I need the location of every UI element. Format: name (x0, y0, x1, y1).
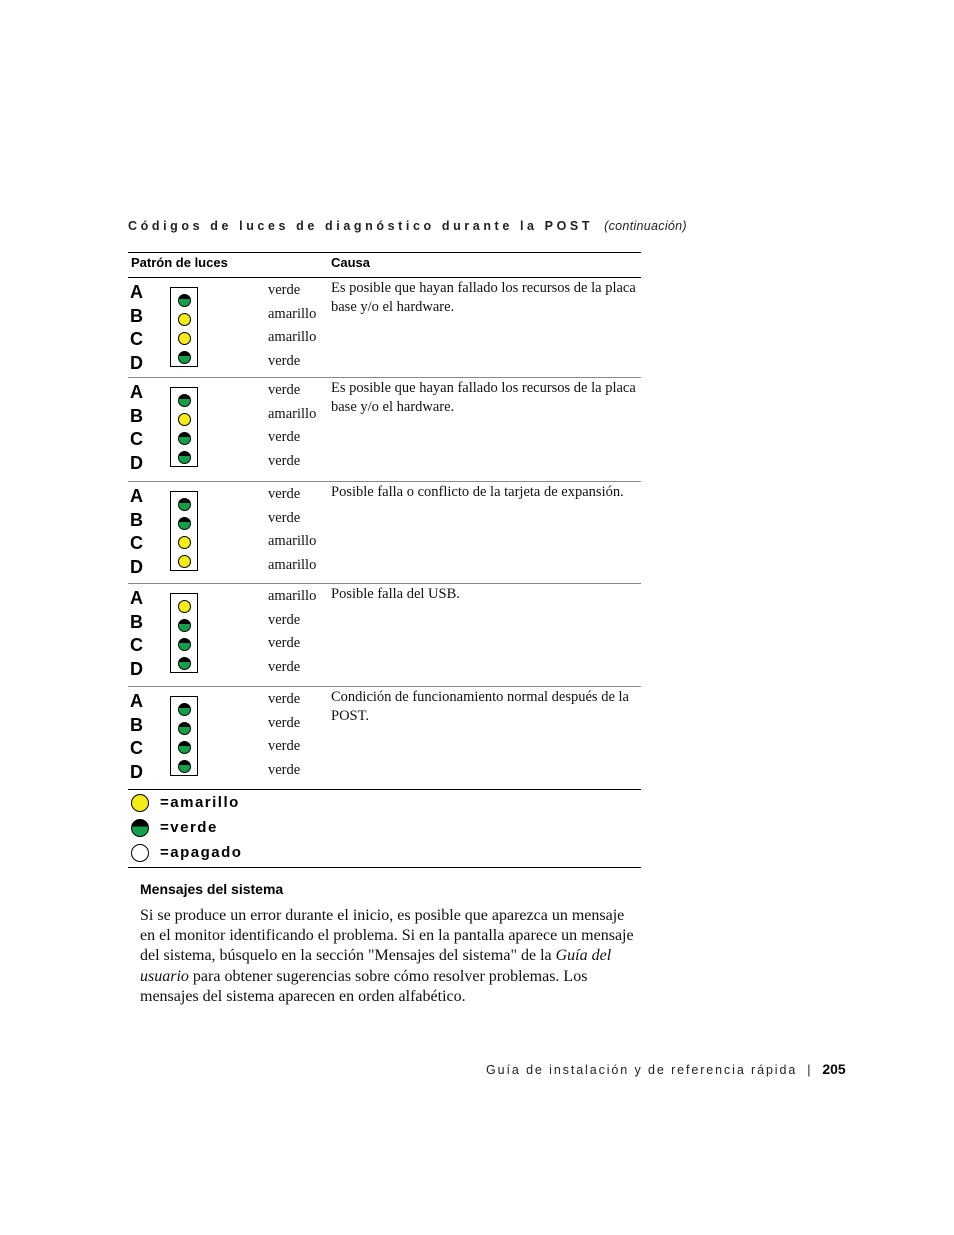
page-footer (486, 1061, 846, 1077)
caption-title: Códigos de luces de diagnóstico durante la POST (128, 219, 594, 233)
green-light-icon (178, 394, 191, 407)
row-divider (128, 686, 641, 687)
table-caption (128, 219, 687, 233)
green-light-icon (178, 722, 191, 735)
yellow-light-icon (178, 413, 191, 426)
cause-text: Posible falla del USB. (331, 586, 460, 602)
green-light-icon (178, 657, 191, 670)
guide-title-italic: Guía del usuario (140, 947, 612, 985)
yellow-light-icon (131, 794, 149, 812)
light-color-label: amarillo (268, 405, 317, 422)
light-colors (268, 379, 316, 473)
green-light-icon (178, 517, 191, 530)
table-row (128, 483, 641, 583)
green-light-icon (178, 432, 191, 445)
light-letters (130, 381, 143, 475)
footer-separator: | (807, 1063, 813, 1077)
green-light-icon (178, 741, 191, 754)
light-letter: D (130, 658, 143, 679)
light-color-label: verde (268, 691, 301, 707)
light-letter: A (130, 382, 143, 402)
light-letter: A (130, 691, 143, 711)
yellow-light-icon (178, 313, 191, 326)
light-color-label: verde (268, 282, 301, 298)
light-letter: A (130, 588, 143, 608)
cause-text: Posible falla o conflicto de la tarjeta de expansión. (331, 484, 624, 500)
light-color-label: amarillo (268, 588, 317, 604)
light-color-label: verde (268, 714, 301, 731)
light-letter: D (130, 761, 143, 782)
light-color-label: verde (268, 635, 301, 652)
green-light-icon (131, 819, 149, 837)
light-letter: B (130, 611, 143, 632)
row-divider (128, 481, 641, 482)
light-letter: D (130, 352, 143, 373)
light-color-label: amarillo (268, 329, 317, 346)
body-text-start: Si se produce un error durante el inicio, es posible que aparezca un mensaje en el monitor identificando el problema. Si en la pantalla aparece un mensaje del sistema, búsquelo en la sección "Mensajes del sistema" de la (140, 907, 634, 965)
table-row (128, 379, 641, 481)
row-divider (128, 583, 641, 584)
legend-label: =apagado (160, 844, 243, 861)
light-color-label: verde (268, 382, 301, 398)
light-colors (268, 279, 316, 373)
green-light-icon (178, 619, 191, 632)
light-letter: B (130, 405, 143, 426)
light-colors (268, 688, 300, 782)
caption-continuation: (continuación) (604, 219, 687, 233)
cause-text: Condición de funcionamiento normal después de la POST. (331, 689, 629, 724)
light-letter: A (130, 282, 143, 302)
light-color-label: amarillo (268, 533, 317, 550)
light-letters (130, 485, 143, 579)
light-panel-icon (170, 696, 198, 776)
table-row (128, 279, 641, 377)
green-light-icon (178, 451, 191, 464)
light-colors (268, 483, 316, 577)
table-row (128, 585, 641, 686)
green-light-icon (178, 760, 191, 773)
cause-text: Es posible que hayan fallado los recursos de la placa base y/o el hardware. (331, 380, 636, 415)
legend-label: =verde (160, 819, 218, 836)
light-color-label: verde (268, 611, 301, 628)
cause-text: Es posible que hayan fallado los recursos de la placa base y/o el hardware. (331, 280, 636, 315)
light-panel-icon (170, 593, 198, 673)
section-body (140, 906, 640, 1007)
light-letter: C (130, 329, 143, 350)
green-light-icon (178, 703, 191, 716)
light-letter: B (130, 509, 143, 530)
light-color-label: amarillo (268, 556, 317, 573)
header-rule (128, 277, 641, 278)
green-light-icon (178, 638, 191, 651)
light-letter: A (130, 486, 143, 506)
legend-top-rule (128, 789, 641, 790)
light-color-label: verde (268, 452, 301, 469)
green-light-icon (178, 351, 191, 364)
light-panel-icon (170, 287, 198, 367)
light-letter: C (130, 738, 143, 759)
light-color-label: verde (268, 658, 301, 675)
header-pattern: Patrón de luces (131, 255, 228, 270)
section-title: Mensajes del sistema (140, 881, 284, 897)
yellow-light-icon (178, 600, 191, 613)
header-cause: Causa (331, 255, 371, 270)
light-panel-icon (170, 387, 198, 467)
light-color-label: verde (268, 738, 301, 755)
table-row (128, 688, 641, 789)
light-color-label: verde (268, 761, 301, 778)
legend-label: =amarillo (160, 794, 240, 811)
light-color-label: verde (268, 486, 301, 502)
light-letters (130, 587, 143, 681)
light-color-label: verde (268, 352, 301, 369)
light-letters (130, 281, 143, 375)
yellow-light-icon (178, 555, 191, 568)
table-top-rule (128, 252, 641, 253)
green-light-icon (178, 294, 191, 307)
light-panel-icon (170, 491, 198, 571)
page-number: 205 (822, 1061, 846, 1077)
table-bottom-rule (128, 867, 641, 868)
light-color-label: verde (268, 429, 301, 446)
light-letter: D (130, 452, 143, 473)
footer-guide-title: Guía de instalación y de referencia rápida (486, 1063, 798, 1077)
light-letter: B (130, 714, 143, 735)
yellow-light-icon (178, 536, 191, 549)
light-letter: B (130, 305, 143, 326)
yellow-light-icon (178, 332, 191, 345)
light-color-label: amarillo (268, 305, 317, 322)
light-letter: C (130, 429, 143, 450)
green-light-icon (178, 498, 191, 511)
off-light-icon (131, 844, 149, 862)
light-color-label: verde (268, 509, 301, 526)
light-letter: C (130, 533, 143, 554)
light-colors (268, 585, 316, 679)
light-letter: D (130, 556, 143, 577)
row-divider (128, 377, 641, 378)
light-letter: C (130, 635, 143, 656)
body-text-end: para obtener sugerencias sobre cómo resolver problemas. Los mensajes del sistema aparecen en orden alfabético. (140, 967, 588, 1005)
light-letters (130, 690, 143, 784)
